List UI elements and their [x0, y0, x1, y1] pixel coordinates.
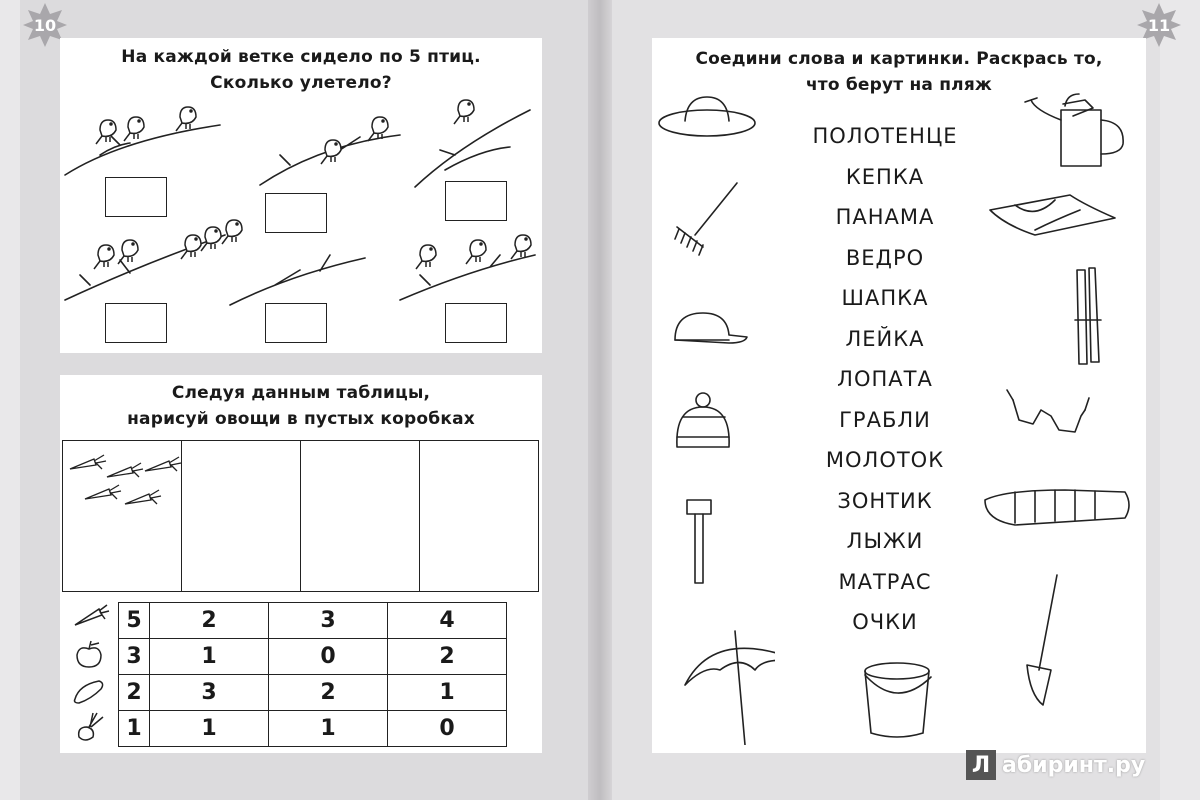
word-item[interactable]: ЗОНТИК: [837, 488, 933, 513]
right-pictures: [975, 80, 1145, 745]
apple-icon: [62, 639, 119, 675]
word-item[interactable]: ОЧКИ: [852, 610, 918, 634]
branch: [65, 125, 220, 175]
matching-task-title: Соедини слова и картинки. Раскрась то, что берут на пляж: [695, 49, 1103, 95]
count-cell: 3: [119, 639, 150, 675]
skis-icon[interactable]: [1075, 268, 1101, 364]
air-mattress-icon[interactable]: [985, 490, 1129, 525]
vegetable-count-table: [62, 602, 507, 747]
bird-icon: [201, 227, 221, 251]
answer-box[interactable]: [265, 303, 327, 343]
word-item[interactable]: ПОЛОТЕНЦЕ: [812, 124, 958, 148]
vegetable-task-title: Следуя данным таблицы, нарисуй овощи в пустых коробках: [127, 383, 475, 429]
sunglasses-icon[interactable]: [1007, 390, 1089, 432]
carrot-icon: [125, 490, 161, 504]
count-cell: 1: [388, 675, 507, 711]
count-cell: 2: [119, 675, 150, 711]
beet-icon: [62, 711, 119, 747]
vegetable-box-empty[interactable]: [420, 441, 538, 591]
count-cell: 1: [269, 711, 388, 747]
bird-icon: [118, 240, 138, 264]
watermark: [966, 748, 1145, 782]
answer-box[interactable]: [445, 181, 507, 221]
bird-icon: [454, 100, 474, 124]
carrot-icon: [70, 455, 106, 469]
carrot-icon: [145, 457, 181, 471]
table-row: [62, 711, 507, 747]
carrot-icon: [85, 485, 121, 499]
branch: [230, 255, 365, 305]
vegetable-box-empty[interactable]: [182, 441, 301, 591]
bird-icon: [96, 120, 116, 144]
count-cell: 0: [388, 711, 507, 747]
bird-icon: [124, 117, 144, 141]
book-spine: [588, 0, 612, 800]
watermark-text: абиринт.ру: [1002, 752, 1146, 778]
count-cell: 1: [119, 711, 150, 747]
answer-box[interactable]: [105, 177, 167, 217]
towel-icon[interactable]: [990, 195, 1115, 235]
answer-box[interactable]: [445, 303, 507, 343]
rake-icon[interactable]: [675, 183, 737, 255]
count-cell: 0: [269, 639, 388, 675]
table-row: [62, 639, 507, 675]
count-cell: 3: [269, 603, 388, 639]
count-cell: 3: [150, 675, 269, 711]
word-item[interactable]: ЛОПАТА: [837, 367, 933, 391]
word-item[interactable]: ГРАБЛИ: [839, 407, 931, 432]
carrot-icon: [107, 463, 143, 477]
table-row: [62, 675, 507, 711]
hammer-icon[interactable]: [687, 500, 711, 583]
word-item[interactable]: ПАНАМА: [835, 205, 935, 229]
bird-icon: [511, 235, 531, 259]
count-cell: 2: [269, 675, 388, 711]
table-row: [62, 603, 507, 639]
page-number-left: 10: [22, 2, 68, 48]
word-item[interactable]: КЕПКА: [845, 164, 925, 189]
bird-icon: [176, 107, 196, 131]
cucumber-icon: [62, 675, 119, 711]
word-item[interactable]: ЛЫЖИ: [846, 529, 924, 553]
count-cell: 1: [150, 711, 269, 747]
word-item[interactable]: ВЕДРО: [845, 245, 925, 270]
count-cell: 2: [388, 639, 507, 675]
answer-box[interactable]: [265, 193, 327, 233]
vegetable-box-empty[interactable]: [301, 441, 420, 591]
shovel-icon[interactable]: [1027, 575, 1057, 705]
watermark-logo: Л: [966, 750, 996, 780]
knit-hat-icon[interactable]: [677, 393, 729, 447]
carrots-sample-icon: [65, 445, 183, 515]
vegetable-box-sample: [63, 441, 182, 591]
answer-box[interactable]: [105, 303, 167, 343]
word-list: [790, 116, 980, 643]
bird-icon: [222, 220, 242, 244]
page-number-right: 11: [1136, 2, 1182, 48]
cap-icon[interactable]: [675, 313, 747, 343]
bird-icon: [181, 235, 201, 259]
count-cell: 1: [150, 639, 269, 675]
word-item[interactable]: МАТРАС: [838, 569, 932, 594]
carrot-icon: [62, 603, 119, 639]
bird-icon: [321, 140, 341, 164]
word-item[interactable]: ЛЕЙКА: [845, 326, 925, 351]
word-item[interactable]: ШАПКА: [841, 286, 929, 310]
bird-icon: [416, 245, 436, 269]
bird-icon: [466, 240, 486, 264]
count-cell: 5: [119, 603, 150, 639]
word-item[interactable]: МОЛОТОК: [825, 448, 945, 472]
panama-hat-icon[interactable]: [659, 97, 755, 136]
count-cell: 4: [388, 603, 507, 639]
umbrella-icon[interactable]: [685, 631, 775, 745]
watering-can-icon[interactable]: [1025, 94, 1123, 166]
branch: [415, 110, 530, 187]
vegetable-boxes: [62, 440, 539, 592]
bucket-icon[interactable]: [855, 655, 940, 740]
bird-icon: [94, 245, 114, 269]
count-cell: 2: [150, 603, 269, 639]
left-pictures: [655, 95, 775, 745]
birds-task-title: На каждой ветке сидело по 5 птиц. Сколько улетело?: [121, 47, 481, 93]
